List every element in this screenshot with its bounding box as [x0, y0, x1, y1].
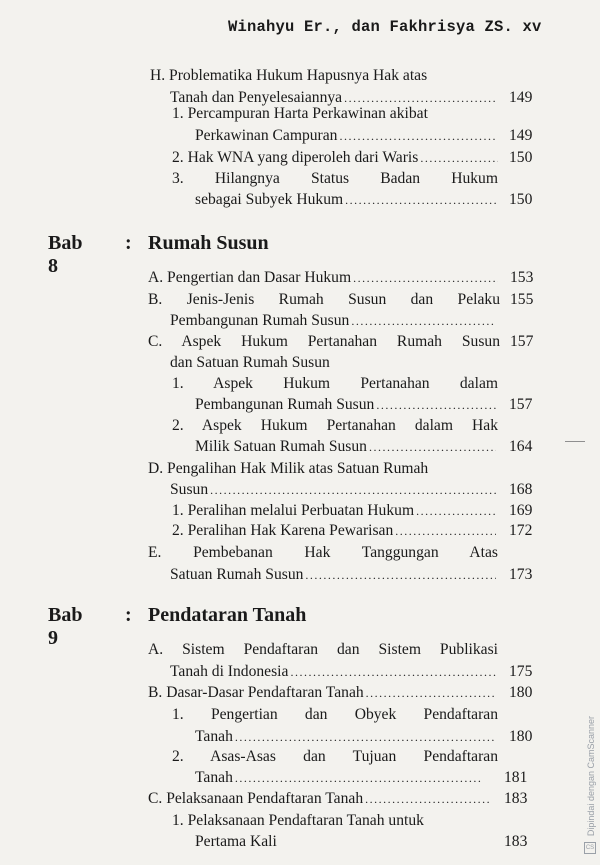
toc-entry-8c-line1: C. Aspek Hukum Pertanahan Rumah Susun — [148, 333, 500, 350]
toc-entry-8c1 — [195, 395, 498, 415]
toc-entry-9b1-line2: Tanah — [195, 728, 233, 745]
toc-entry-8d-line2: Susun — [170, 481, 209, 498]
page-number: 149 — [509, 127, 533, 144]
toc-entry-9a — [170, 662, 498, 682]
toc-entry-9c-line1: C. Pelaksanaan Pendaftaran Tanah — [148, 790, 364, 807]
dot-leader — [210, 480, 496, 500]
dot-leader — [351, 311, 496, 331]
running-header: Winahyu Er., dan Fakhrisya ZS. xv — [228, 18, 542, 36]
page-number: 169 — [509, 502, 533, 519]
page-number: 172 — [509, 522, 533, 539]
toc-entry-9c — [148, 789, 493, 809]
dot-leader — [305, 565, 496, 585]
dot-leader — [235, 768, 483, 788]
toc-entry-9b-line1: B. Dasar-Dasar Pendaftaran Tanah — [148, 684, 364, 701]
dot-leader — [369, 437, 496, 457]
camscanner-icon: CS — [584, 842, 596, 854]
toc-entry-9b2 — [195, 768, 485, 788]
toc-entry-8c1-line1: 1. Aspek Hukum Pertanahan dalam — [172, 375, 498, 392]
toc-entry-9b2-line1: 2. Asas-Asas dan Tujuan Pendaftaran — [172, 748, 498, 765]
toc-entry-8c2-line2: Milik Satuan Rumah Susun — [195, 438, 367, 455]
toc-entry-9c1-line2: Pertama Kali — [195, 833, 277, 850]
toc-entry-8e — [170, 565, 498, 585]
dot-leader — [290, 662, 496, 682]
page-number: 180 — [509, 728, 533, 745]
toc-entry-h-line2: Tanah dan Penyelesaiannya — [170, 89, 343, 106]
dot-leader — [339, 126, 496, 146]
page-number: 164 — [509, 438, 533, 455]
chapter-title: Pendataran Tanah — [148, 604, 307, 626]
page-number: 157 — [509, 396, 533, 413]
dot-leader — [345, 190, 496, 210]
page-number: 155 — [510, 291, 534, 308]
toc-entry-9a-line2: Tanah di Indonesia — [170, 663, 289, 680]
page-number: 181 — [504, 769, 528, 786]
toc-entry-8e-line2: Satuan Rumah Susun — [170, 566, 304, 583]
page-number: 153 — [510, 269, 534, 286]
toc-entry-h2 — [172, 148, 500, 168]
page-number: 150 — [509, 149, 533, 166]
toc-entry-9b1 — [195, 727, 498, 747]
toc-entry-h2-line1: 2. Hak WNA yang diperoleh dari Waris — [172, 149, 419, 166]
toc-entry-8d2 — [172, 521, 498, 541]
toc-entry-8d1-line1: 1. Peralihan melalui Perbuatan Hukum — [172, 502, 415, 519]
margin-mark — [565, 441, 585, 442]
page-number: 183 — [504, 790, 528, 807]
page-number: 173 — [509, 566, 533, 583]
page-number: 180 — [509, 684, 533, 701]
page-number: 149 — [509, 89, 533, 106]
toc-entry-8c2-line1: 2. Aspek Hukum Pertanahan dalam Hak — [172, 417, 498, 434]
toc-entry-9c1-line1: 1. Pelaksanaan Pendaftaran Tanah untuk — [172, 812, 424, 829]
toc-entry-8b-line2: Pembangunan Rumah Susun — [170, 312, 350, 329]
toc-entry-h1-line2: Perkawinan Campuran — [195, 127, 338, 144]
page-number: 168 — [509, 481, 533, 498]
toc-entry-9a-line1: A. Sistem Pendaftaran dan Sistem Publikasi — [148, 641, 498, 658]
dot-leader — [395, 521, 496, 541]
toc-entry-h3-line1: 3. Hilangnya Status Badan Hukum — [172, 170, 498, 187]
toc-entry-8b-line1: B. Jenis-Jenis Rumah Susun dan Pelaku — [148, 291, 500, 308]
dot-leader — [420, 148, 498, 168]
dot-leader — [416, 501, 496, 521]
toc-entry-8c1-line2: Pembangunan Rumah Susun — [195, 396, 375, 413]
toc-entry-8a — [148, 268, 500, 288]
dot-leader — [365, 789, 491, 809]
dot-leader — [235, 727, 496, 747]
toc-entry-h1-line1: 1. Percampuran Harta Perkawinan akibat — [172, 105, 428, 122]
dot-leader — [366, 683, 496, 703]
toc-entry-8d — [170, 480, 498, 500]
toc-entry-9b — [148, 683, 498, 703]
toc-entry-h3-line2: sebagai Subyek Hukum — [195, 191, 344, 208]
toc-entry-h-line1: H. Problematika Hukum Hapusnya Hak atas — [150, 67, 428, 84]
page-number: 183 — [504, 833, 528, 850]
scanner-watermark: Dipindai dengan CamScanner — [586, 716, 596, 837]
toc-entry-8d2-line1: 2. Peralihan Hak Karena Pewarisan — [172, 522, 394, 539]
dot-leader — [376, 395, 496, 415]
chapter-colon: : — [125, 232, 132, 254]
page-number: 157 — [510, 333, 534, 350]
page-number: 150 — [509, 191, 533, 208]
page-number: 175 — [509, 663, 533, 680]
chapter-colon: : — [125, 604, 132, 626]
chapter-number: Bab 8 — [48, 232, 83, 277]
chapter-title: Rumah Susun — [148, 232, 269, 254]
chapter-number: Bab 9 — [48, 604, 83, 649]
dot-leader — [353, 268, 498, 288]
toc-entry-h3 — [195, 190, 498, 210]
toc-entry-8e-line1: E. Pembebanan Hak Tanggungan Atas — [148, 544, 498, 561]
toc-entry-8d1 — [172, 501, 498, 521]
toc-entry-8b — [170, 311, 498, 331]
toc-entry-8a-line1: A. Pengertian dan Dasar Hukum — [148, 269, 352, 286]
toc-entry-8c2 — [195, 437, 498, 457]
toc-entry-9b2-line2: Tanah — [195, 769, 233, 786]
toc-entry-9b1-line1: 1. Pengertian dan Obyek Pendaftaran — [172, 706, 498, 723]
toc-entry-8d-line1: D. Pengalihan Hak Milik atas Satuan Rumah — [148, 460, 429, 477]
toc-entry-h1 — [195, 126, 498, 146]
toc-entry-8c-line2: dan Satuan Rumah Susun — [170, 354, 330, 371]
